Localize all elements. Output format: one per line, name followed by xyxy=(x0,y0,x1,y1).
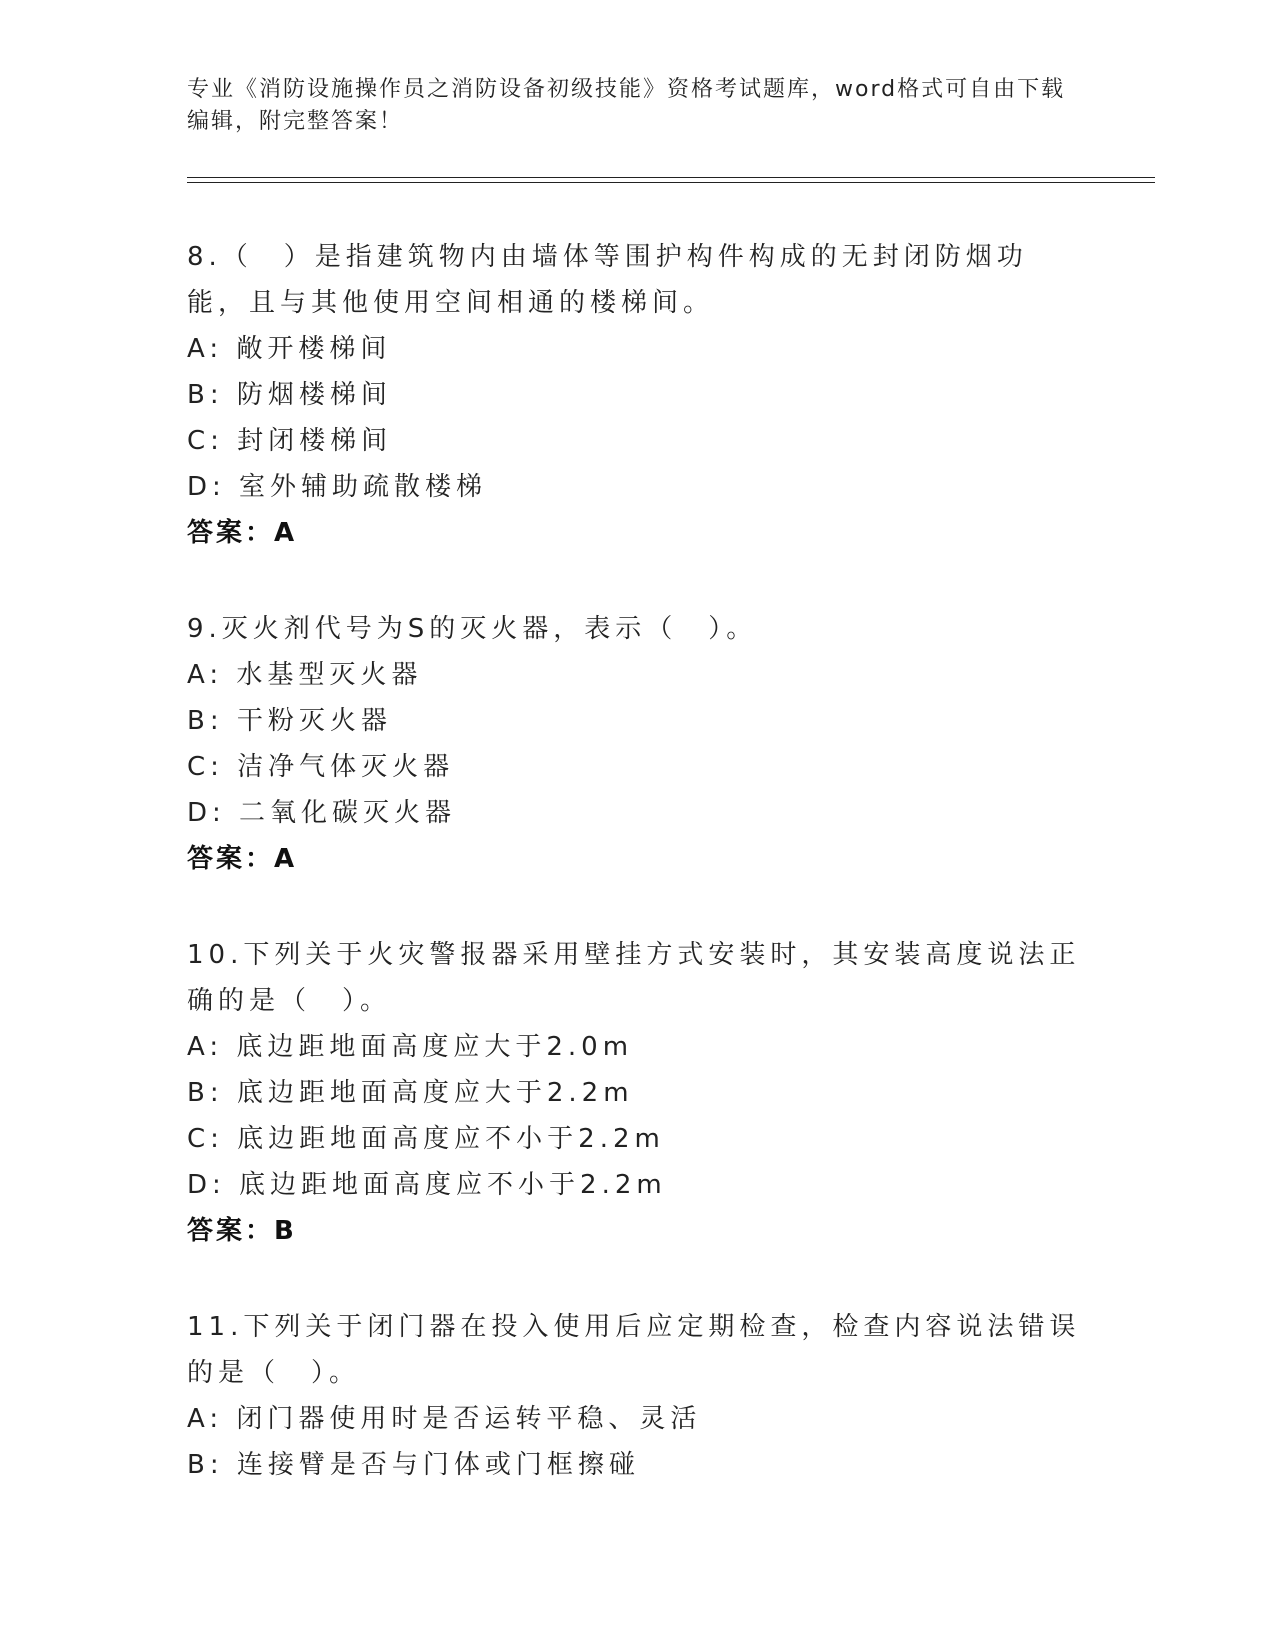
option-a: A: 闭门器使用时是否运转平稳、灵活 xyxy=(187,1404,702,1434)
option-a: A: 水基型灭火器 xyxy=(187,660,423,690)
option-b: B: 干粉灭火器 xyxy=(187,706,392,736)
option-d: D: 二氧化碳灭火器 xyxy=(187,798,457,828)
question-stem: 8.（ ）是指建筑物内由墙体等围护构件构成的无封闭防烟功能，且与其他使用空间相通的楼梯间。 xyxy=(187,242,1028,318)
option-b: B: 底边距地面高度应大于2.2m xyxy=(187,1078,634,1108)
option-a: A: 敞开楼梯间 xyxy=(187,334,392,364)
option-a: A: 底边距地面高度应大于2.0m xyxy=(187,1032,634,1062)
header-divider-top xyxy=(187,177,1155,178)
question-11 xyxy=(187,1304,1087,1488)
option-c: C: 洁净气体灭火器 xyxy=(187,752,455,782)
question-stem: 11.下列关于闭门器在投入使用后应定期检查，检查内容说法错误的是（ ）。 xyxy=(187,1312,1081,1388)
answer: 答案：B xyxy=(187,1216,297,1246)
question-10 xyxy=(187,932,1087,1254)
question-9 xyxy=(187,606,1087,882)
option-c: C: 封闭楼梯间 xyxy=(187,426,393,456)
question-8 xyxy=(187,234,1087,556)
option-b: B: 防烟楼梯间 xyxy=(187,380,392,410)
question-list xyxy=(187,234,1087,1538)
header-divider-bottom xyxy=(187,182,1155,183)
answer: 答案：A xyxy=(187,518,298,548)
question-stem: 9.灭火剂代号为S的灭火器，表示（ ）。 xyxy=(187,614,758,644)
option-b: B: 连接臂是否与门体或门框擦碰 xyxy=(187,1450,640,1480)
document-header: 专业《消防设施操作员之消防设备初级技能》资格考试题库，word格式可自由下载编辑，附完整答案！ xyxy=(187,77,1066,134)
question-stem: 10.下列关于火灾警报器采用壁挂方式安装时，其安装高度说法正确的是（ ）。 xyxy=(187,940,1081,1016)
option-d: D: 底边距地面高度应不小于2.2m xyxy=(187,1170,667,1200)
answer: 答案：A xyxy=(187,844,298,874)
option-c: C: 底边距地面高度应不小于2.2m xyxy=(187,1124,665,1154)
option-d: D: 室外辅助疏散楼梯 xyxy=(187,472,488,502)
